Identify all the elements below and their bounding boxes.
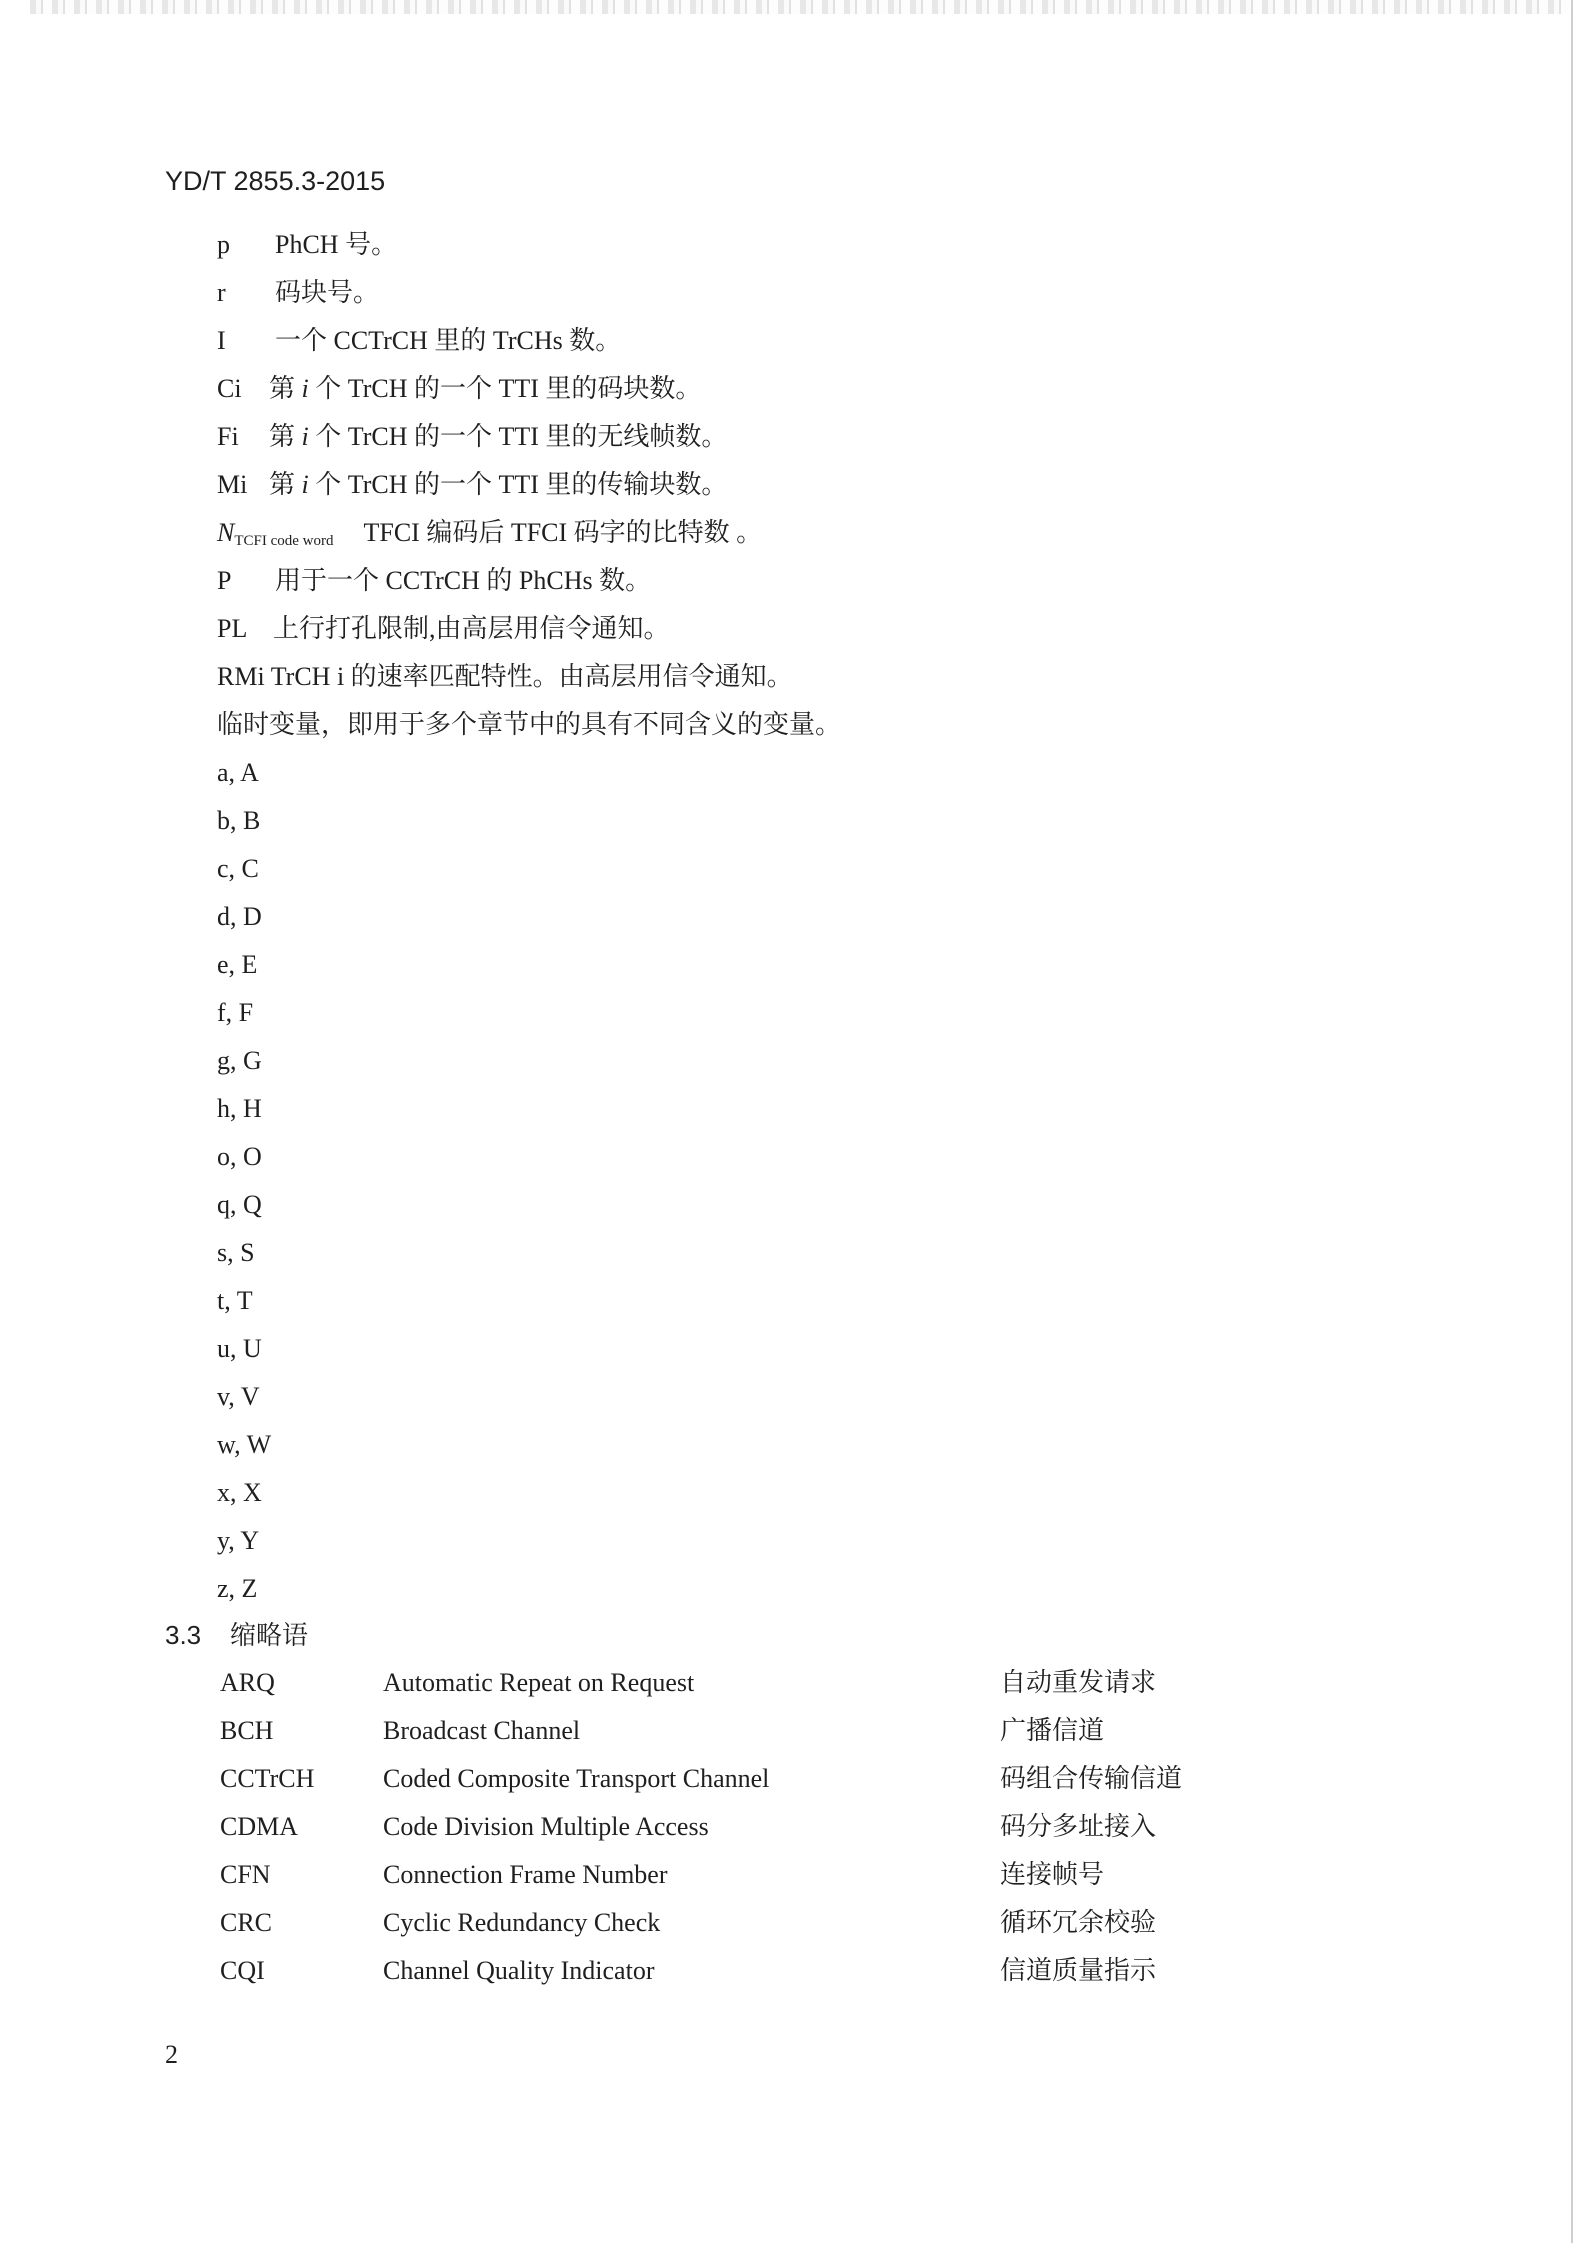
symbol: I [217, 326, 226, 355]
symbol-row-Ci [217, 372, 701, 406]
abbreviation: BCH [220, 1716, 274, 1745]
temp-var-item: z, Z [217, 1574, 258, 1603]
symbol-row-ntcfi [217, 516, 762, 558]
symbol-row-p [217, 228, 397, 262]
abbreviation-english: Broadcast Channel [383, 1716, 581, 1745]
symbol-row-r [217, 276, 379, 310]
temp-var-item: v, V [217, 1382, 260, 1411]
abbreviation-chinese: 循环冗余校验 [1000, 1908, 1157, 1937]
symbol: Fi [217, 422, 239, 451]
symbol-desc-italic: i [301, 422, 309, 451]
abbreviation: CRC [220, 1908, 273, 1937]
symbol-desc: PhCH 号。 [275, 230, 398, 259]
abbreviation: ARQ [220, 1668, 275, 1697]
symbol: Mi [217, 470, 248, 499]
section-number: 3.3 [165, 1620, 202, 1650]
symbol-desc: 一个 CCTrCH 里的 TrCHs 数。 [275, 326, 622, 355]
page-number: 2 [165, 2040, 178, 2069]
abbreviation: CDMA [220, 1812, 299, 1841]
symbol-desc-b: 个 TrCH 的一个 TTI 里的传输块数。 [308, 470, 728, 499]
temp-var-item: b, B [217, 806, 261, 835]
temp-var-item: a, A [217, 758, 259, 787]
symbol-desc: 用于一个 CCTrCH 的 PhCHs 数。 [275, 566, 652, 595]
symbol: r [217, 278, 226, 307]
abbreviation-chinese: 码分多址接入 [1000, 1812, 1157, 1841]
symbol-desc-a: 第 [269, 470, 302, 499]
symbol-desc-b: 个 TrCH 的一个 TTI 里的无线帧数。 [308, 422, 728, 451]
temp-var-item: c, C [217, 854, 259, 883]
temp-var-item: w, W [217, 1430, 272, 1459]
abbreviation-chinese: 连接帧号 [1000, 1860, 1105, 1889]
temp-var-item: g, G [217, 1046, 262, 1075]
symbol-row-PL [217, 612, 670, 646]
temp-var-item: e, E [217, 950, 258, 979]
scan-edge-top [30, 0, 1570, 14]
temp-var-item: o, O [217, 1142, 262, 1171]
symbol-row-I [217, 324, 621, 358]
symbol: PL [217, 614, 248, 643]
abbreviation: CQI [220, 1956, 265, 1985]
symbol-subscript: TCFI code word [234, 533, 334, 549]
temp-var-item: y, Y [217, 1526, 260, 1555]
abbreviation-english: Connection Frame Number [383, 1860, 668, 1889]
temp-var-item: u, U [217, 1334, 262, 1363]
symbol-desc: TFCI 编码后 TFCI 码字的比特数 。 [363, 518, 763, 547]
abbreviation: CFN [220, 1860, 271, 1889]
temp-vars-title: 临时变量，即用于多个章节中的具有不同含义的变量。 [217, 710, 842, 739]
abbreviation-chinese: 码组合传输信道 [1000, 1764, 1183, 1793]
abbreviation-chinese: 信道质量指示 [1000, 1956, 1157, 1985]
abbreviation-english: Automatic Repeat on Request [383, 1668, 695, 1697]
abbreviation: CCTrCH [220, 1764, 315, 1793]
temp-var-item: t, T [217, 1286, 253, 1315]
symbol: Ci [217, 374, 242, 403]
document-header: YD/T 2855.3-2015 [165, 166, 386, 196]
temp-var-item: f, F [217, 998, 254, 1027]
symbol-desc-italic: i [301, 374, 309, 403]
scan-edge-right [1571, 0, 1573, 2243]
symbol-row-P [217, 564, 651, 598]
symbol-desc-a: 第 [269, 422, 302, 451]
symbol-desc: 上行打孔限制,由高层用信令通知。 [273, 614, 670, 643]
temp-var-item: d, D [217, 902, 262, 931]
symbol-row-Mi [217, 468, 727, 502]
temp-var-item: s, S [217, 1238, 255, 1267]
abbreviation-chinese: 广播信道 [1000, 1716, 1105, 1745]
section-heading [165, 1618, 308, 1653]
symbol-row-Fi [217, 420, 727, 454]
abbreviation-english: Code Division Multiple Access [383, 1812, 709, 1841]
abbreviation-english: Coded Composite Transport Channel [383, 1764, 770, 1793]
temp-var-item: h, H [217, 1094, 262, 1123]
abbreviation-chinese: 自动重发请求 [1000, 1668, 1157, 1697]
symbol-desc-b: 个 TrCH 的一个 TTI 里的码块数。 [308, 374, 702, 403]
symbol: P [217, 566, 232, 595]
symbol-desc-a: 第 [269, 374, 302, 403]
symbol-desc: 码块号。 [275, 278, 380, 307]
symbol-desc-italic: i [301, 470, 309, 499]
symbol-N: N [217, 518, 235, 547]
abbreviation-english: Cyclic Redundancy Check [383, 1908, 661, 1937]
temp-var-item: x, X [217, 1478, 262, 1507]
section-title: 缩略语 [230, 1621, 309, 1650]
abbreviation-english: Channel Quality Indicator [383, 1956, 655, 1985]
symbol-row-RMi: RMi TrCH i 的速率匹配特性。由高层用信令通知。 [217, 662, 793, 691]
temp-var-item: q, Q [217, 1190, 262, 1219]
symbol: p [217, 230, 230, 259]
